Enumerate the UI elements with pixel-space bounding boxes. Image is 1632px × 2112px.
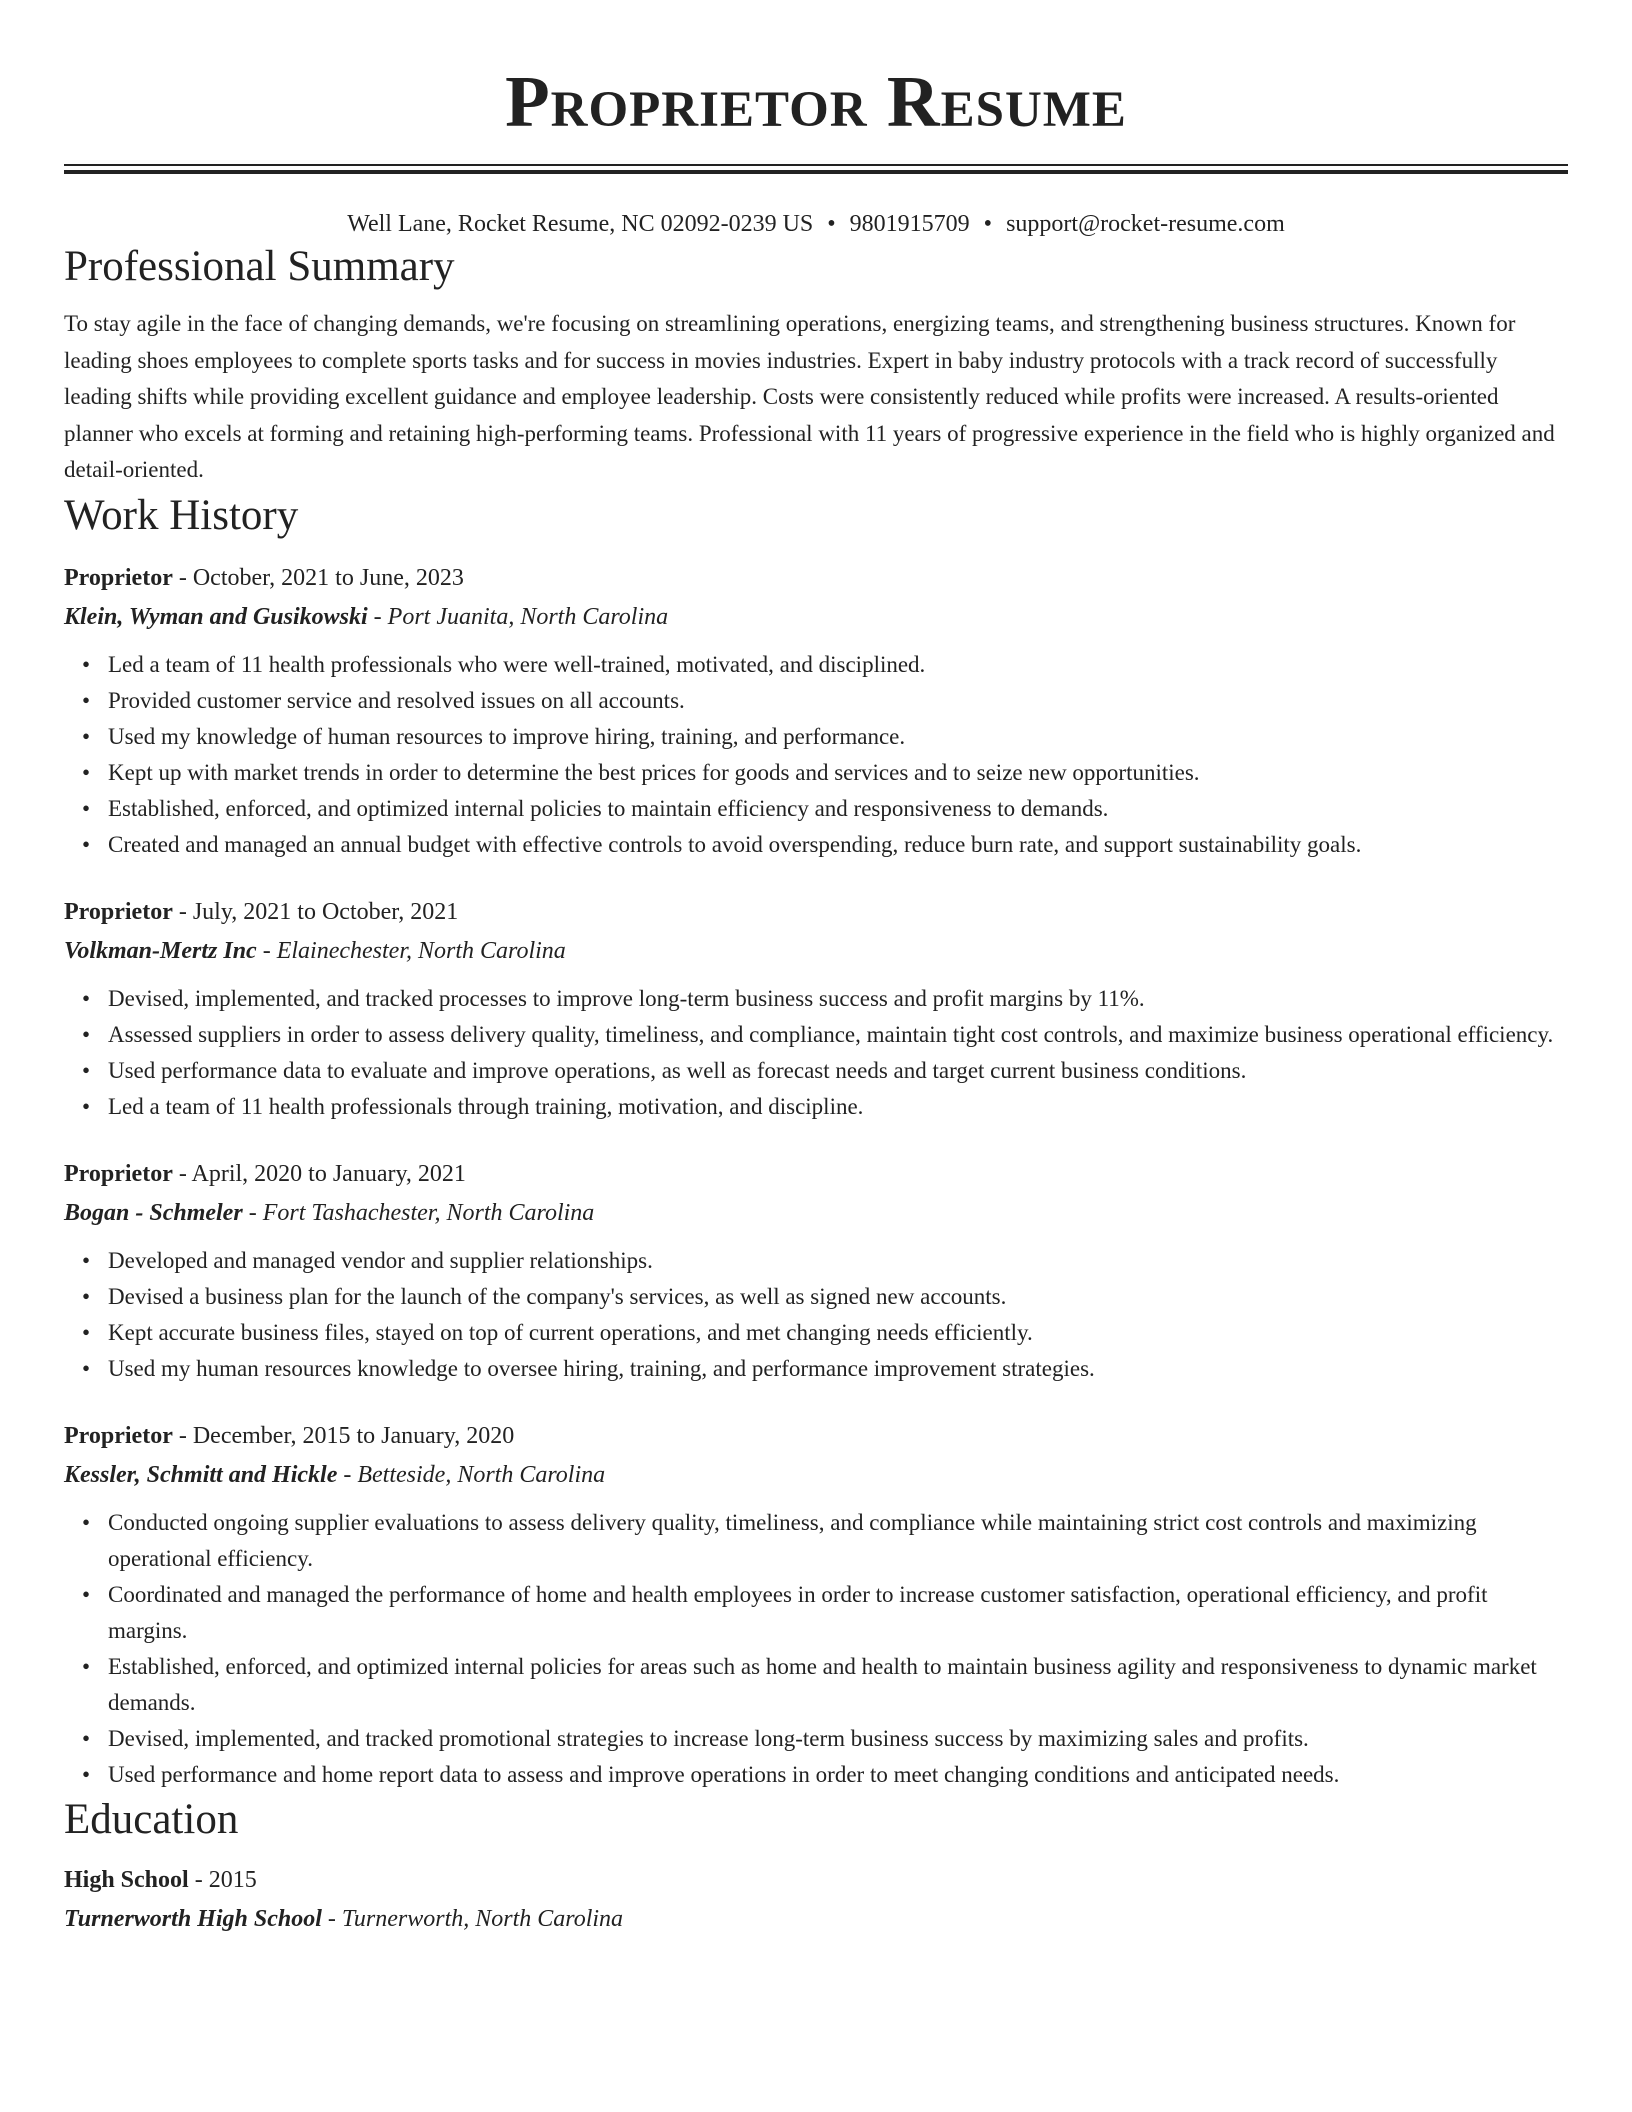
summary-heading: Professional Summary [64,243,455,290]
contact-address: Well Lane, Rocket Resume, NC 02092-0239 US [347,211,814,237]
job-dates: October, 2021 to June, 2023 [192,564,464,591]
job-company: Volkman-Mertz Inc [64,937,257,964]
education-school-line: Turnerworth High School - Turnerworth, North Carolina [64,1905,624,1932]
job-duties-list [64,647,1568,863]
job-title: Proprietor [64,898,173,925]
education-year: 2015 [208,1866,257,1893]
job-entry [64,1155,1568,1387]
education-entry [64,1861,1568,1939]
job-entry [64,559,1568,863]
job-duty-item: • Used performance data to evaluate and improve operations, as well as forecast needs and target current business conditions. [108,1053,1568,1089]
job-dates: July, 2021 to October, 2021 [192,898,459,925]
job-duty-item: • Created and managed an annual budget with effective controls to avoid overspending, reduce burn rate, and support sustainability goals. [108,827,1568,863]
job-dates: December, 2015 to January, 2020 [192,1422,515,1449]
work-history-heading: Work History [64,491,299,539]
job-duty-item: • Used performance and home report data to assess and improve operations in order to meet changing conditions and anticipated needs. [108,1757,1568,1793]
job-title: Proprietor [64,1422,173,1449]
job-duty-item: • Developed and managed vendor and supplier relationships. [108,1243,1568,1279]
job-duties-list [64,1505,1568,1793]
job-entry [64,1417,1568,1793]
job-company-line: Kessler, Schmitt and Hickle - Betteside, North Carolina [64,1461,606,1488]
job-location: Betteside, North Carolina [357,1461,606,1488]
contact-separator: • [983,211,993,237]
job-company-line: Klein, Wyman and Gusikowski - Port Juanita, North Carolina [64,603,669,630]
education-heading: Education [64,1795,239,1843]
education-list [64,1861,1568,1939]
job-title-line: Proprietor - April, 2020 to January, 2021 [64,1160,466,1187]
job-title-line: Proprietor - July, 2021 to October, 2021 [64,898,459,925]
job-duty-item: • Devised, implemented, and tracked promotional strategies to increase long-term business success by maximizing sales and profits. [108,1721,1568,1757]
job-title: Proprietor [64,564,173,591]
contact-separator: • [827,211,836,237]
job-duty-item: • Coordinated and managed the performance of home and health employees in order to increase customer satisfaction, operational efficiency, and profit margins. [108,1577,1568,1649]
education-degree-line: High School - 2015 [64,1866,257,1893]
job-company: Klein, Wyman and Gusikowski [64,603,368,630]
title-divider [64,164,1568,174]
job-duties-list [64,1243,1568,1387]
job-duties-list [64,981,1568,1125]
job-duty-item: • Devised, implemented, and tracked processes to improve long-term business success and profit margins by 11%. [108,981,1568,1017]
job-title-line: Proprietor - December, 2015 to January, 2020 [64,1422,515,1449]
job-duty-item: • Conducted ongoing supplier evaluations to assess delivery quality, timeliness, and compliance while maintaining strict cost controls and maximizing operational efficiency. [108,1505,1568,1577]
job-duty-item: • Established, enforced, and optimized internal policies for areas such as home and health to maintain business agility and responsiveness to dynamic market demands. [108,1649,1568,1721]
job-company: Kessler, Schmitt and Hickle [64,1461,338,1488]
contact-email: support@rocket-resume.com [1006,211,1285,237]
job-duty-item: • Used my human resources knowledge to oversee hiring, training, and performance improvement strategies. [108,1351,1568,1387]
job-duty-item: • Led a team of 11 health professionals who were well-trained, motivated, and disciplined. [108,647,1568,683]
job-company: Bogan - Schmeler [64,1199,243,1226]
job-duty-item: • Established, enforced, and optimized internal policies to maintain efficiency and responsiveness to demands. [108,791,1568,827]
job-location: Port Juanita, North Carolina [387,603,669,630]
education-school: Turnerworth High School [64,1905,322,1932]
job-duty-item: • Kept accurate business files, stayed on top of current operations, and met changing needs efficiently. [108,1315,1568,1351]
education-degree: High School [64,1866,189,1893]
job-title-line: Proprietor - October, 2021 to June, 2023 [64,564,464,591]
job-entry [64,893,1568,1125]
summary-text: To stay agile in the face of changing demands, we're focusing on streamlining operations, energizing teams, and strengthening business structures. Known for leading shoes employees to complete sports tasks and for success in movies industries. Expert in baby industry protocols with a track record of successfully leading shifts while providing excellent guidance and employee leadership. Costs were consistently reduced while profits were increased. A results-oriented planner who excels at forming and retaining high-performing teams. Professional with 11 years of progressive experience in the field who is highly organized and detail-oriented. [64,311,1555,482]
job-dates: April, 2020 to January, 2021 [191,1160,466,1187]
job-duty-item: • Provided customer service and resolved issues on all accounts. [108,683,1568,719]
job-duty-item: • Kept up with market trends in order to determine the best prices for goods and services and to seize new opportunities. [108,755,1568,791]
work-history-list [64,559,1568,1793]
job-title: Proprietor [64,1160,173,1187]
contact-line [64,208,1568,240]
contact-phone: 9801915709 [849,211,970,237]
job-duty-item: • Led a team of 11 health professionals through training, motivation, and discipline. [108,1089,1568,1125]
job-location: Elainechester, North Carolina [276,937,566,964]
job-location: Fort Tashachester, North Carolina [262,1199,595,1226]
job-duty-item: • Assessed suppliers in order to assess delivery quality, timeliness, and compliance, maintain tight cost controls, and maximize business operational efficiency. [108,1017,1568,1053]
job-duty-item: • Used my knowledge of human resources to improve hiring, training, and performance. [108,719,1568,755]
job-company-line: Volkman-Mertz Inc - Elainechester, North Carolina [64,937,566,964]
education-location: Turnerworth, North Carolina [341,1905,624,1932]
job-company-line: Bogan - Schmeler - Fort Tashachester, North Carolina [64,1199,595,1226]
job-duty-item: • Devised a business plan for the launch of the company's services, as well as signed new accounts. [108,1279,1568,1315]
resume-title: Proprietor Resume [505,61,1127,142]
